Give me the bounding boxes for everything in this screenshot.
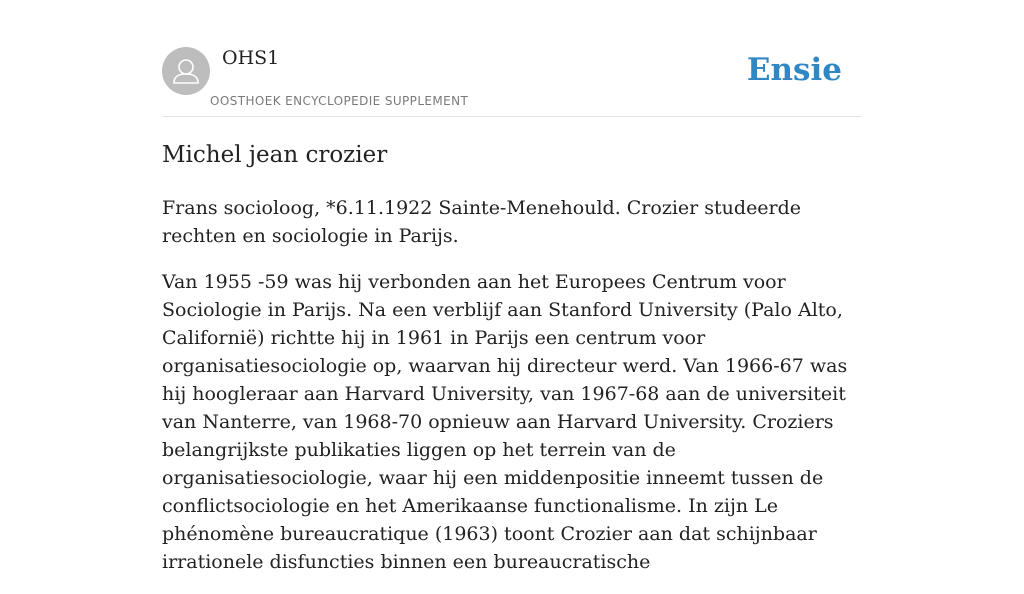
user-icon xyxy=(162,47,210,95)
article-paragraph: Van 1955 -59 was hij verbonden aan het Europees Centrum voor Sociologie in Parijs. Na een verblijf aan Stanford University (Palo Alto, Californië) richtte hij in 1961 in Parijs een centrum voor organisatiesociologie op, waarvan hij directeur werd. Van 1966-67 was hij hoogleraar aan Harvard University, van 1967-68 aan de universiteit van Nanterre, van 1968-70 opnieuw aan Harvard University. Croziers belangrijkste publikaties liggen op het terrein van de organisatiesociologie, waar hij een middenpositie inneemt tussen de conflictsociologie en het Amerikaanse functionalisme. In zijn Le phénomène bureaucratique (1963) toont Crozier aan dat schijnbaar irrationele disfuncties binnen een bureaucratische xyxy=(162,271,848,573)
article-title: Michel jean crozier xyxy=(162,142,388,168)
source-subtitle[interactable]: OOSTHOEK ENCYCLOPEDIE SUPPLEMENT xyxy=(210,94,469,108)
article-paragraph: Frans socioloog, *6.11.1922 Sainte-Menehould. Crozier studeerde rechten en sociologie in Parijs. xyxy=(162,197,802,247)
brand-logo[interactable]: Ensie xyxy=(746,52,842,88)
avatar[interactable] xyxy=(162,47,210,95)
author-name[interactable]: OHS1 xyxy=(222,47,280,69)
header xyxy=(162,46,862,117)
article xyxy=(162,138,862,594)
